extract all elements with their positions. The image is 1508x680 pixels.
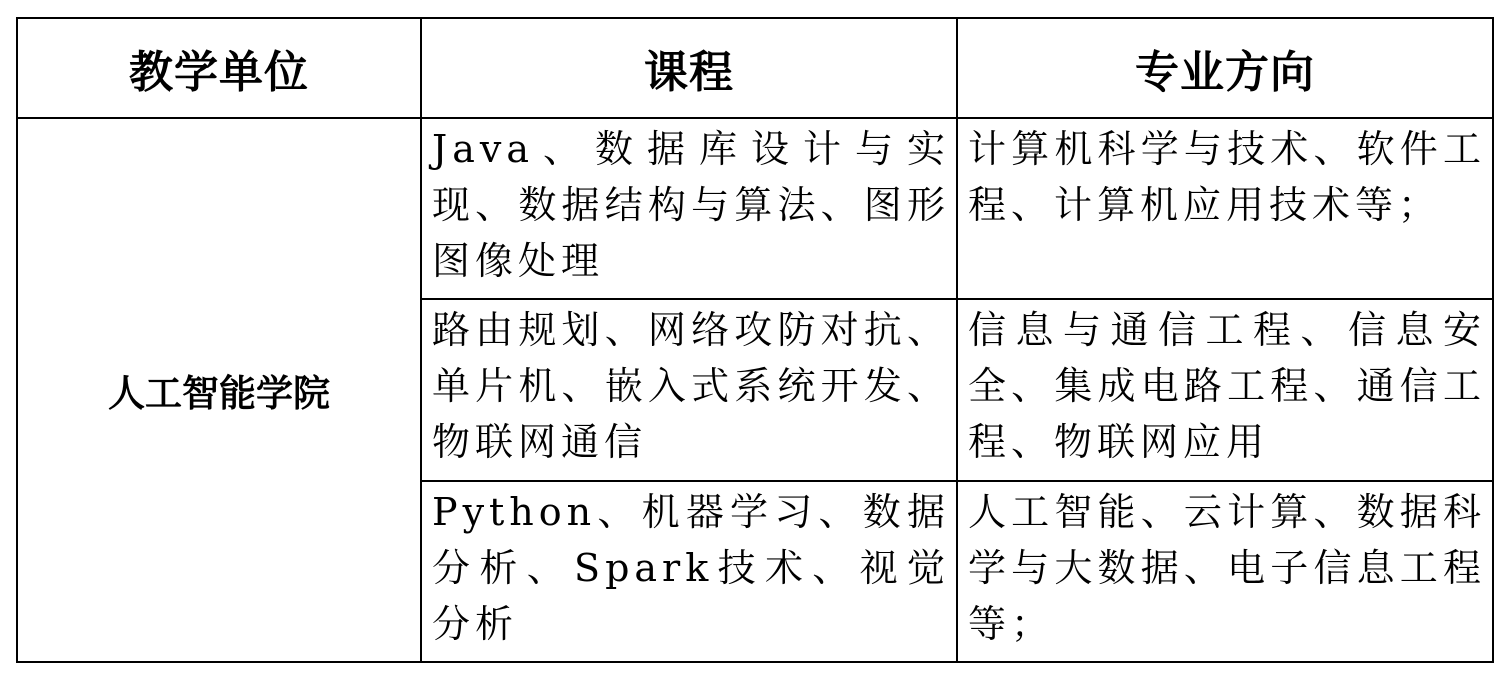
header-unit: 教学单位 bbox=[17, 18, 421, 118]
curriculum-table-container bbox=[16, 17, 1492, 663]
header-row bbox=[17, 18, 1493, 118]
direction-cell: 信息与通信工程、信息安全、集成电路工程、通信工程、物联网应用 bbox=[957, 299, 1493, 480]
unit-name-cell: 人工智能学院 bbox=[17, 118, 421, 662]
direction-cell: 人工智能、云计算、数据科学与大数据、电子信息工程等； bbox=[957, 481, 1493, 662]
course-cell: Python、机器学习、数据分析、Spark技术、视觉分析 bbox=[421, 481, 957, 662]
table-row bbox=[17, 118, 1493, 299]
direction-cell: 计算机科学与技术、软件工程、计算机应用技术等； bbox=[957, 118, 1493, 299]
course-cell: 路由规划、网络攻防对抗、单片机、嵌入式系统开发、物联网通信 bbox=[421, 299, 957, 480]
header-direction: 专业方向 bbox=[957, 18, 1493, 118]
course-cell: Java、数据库设计与实现、数据结构与算法、图形图像处理 bbox=[421, 118, 957, 299]
curriculum-table bbox=[16, 17, 1494, 663]
header-course: 课程 bbox=[421, 18, 957, 118]
